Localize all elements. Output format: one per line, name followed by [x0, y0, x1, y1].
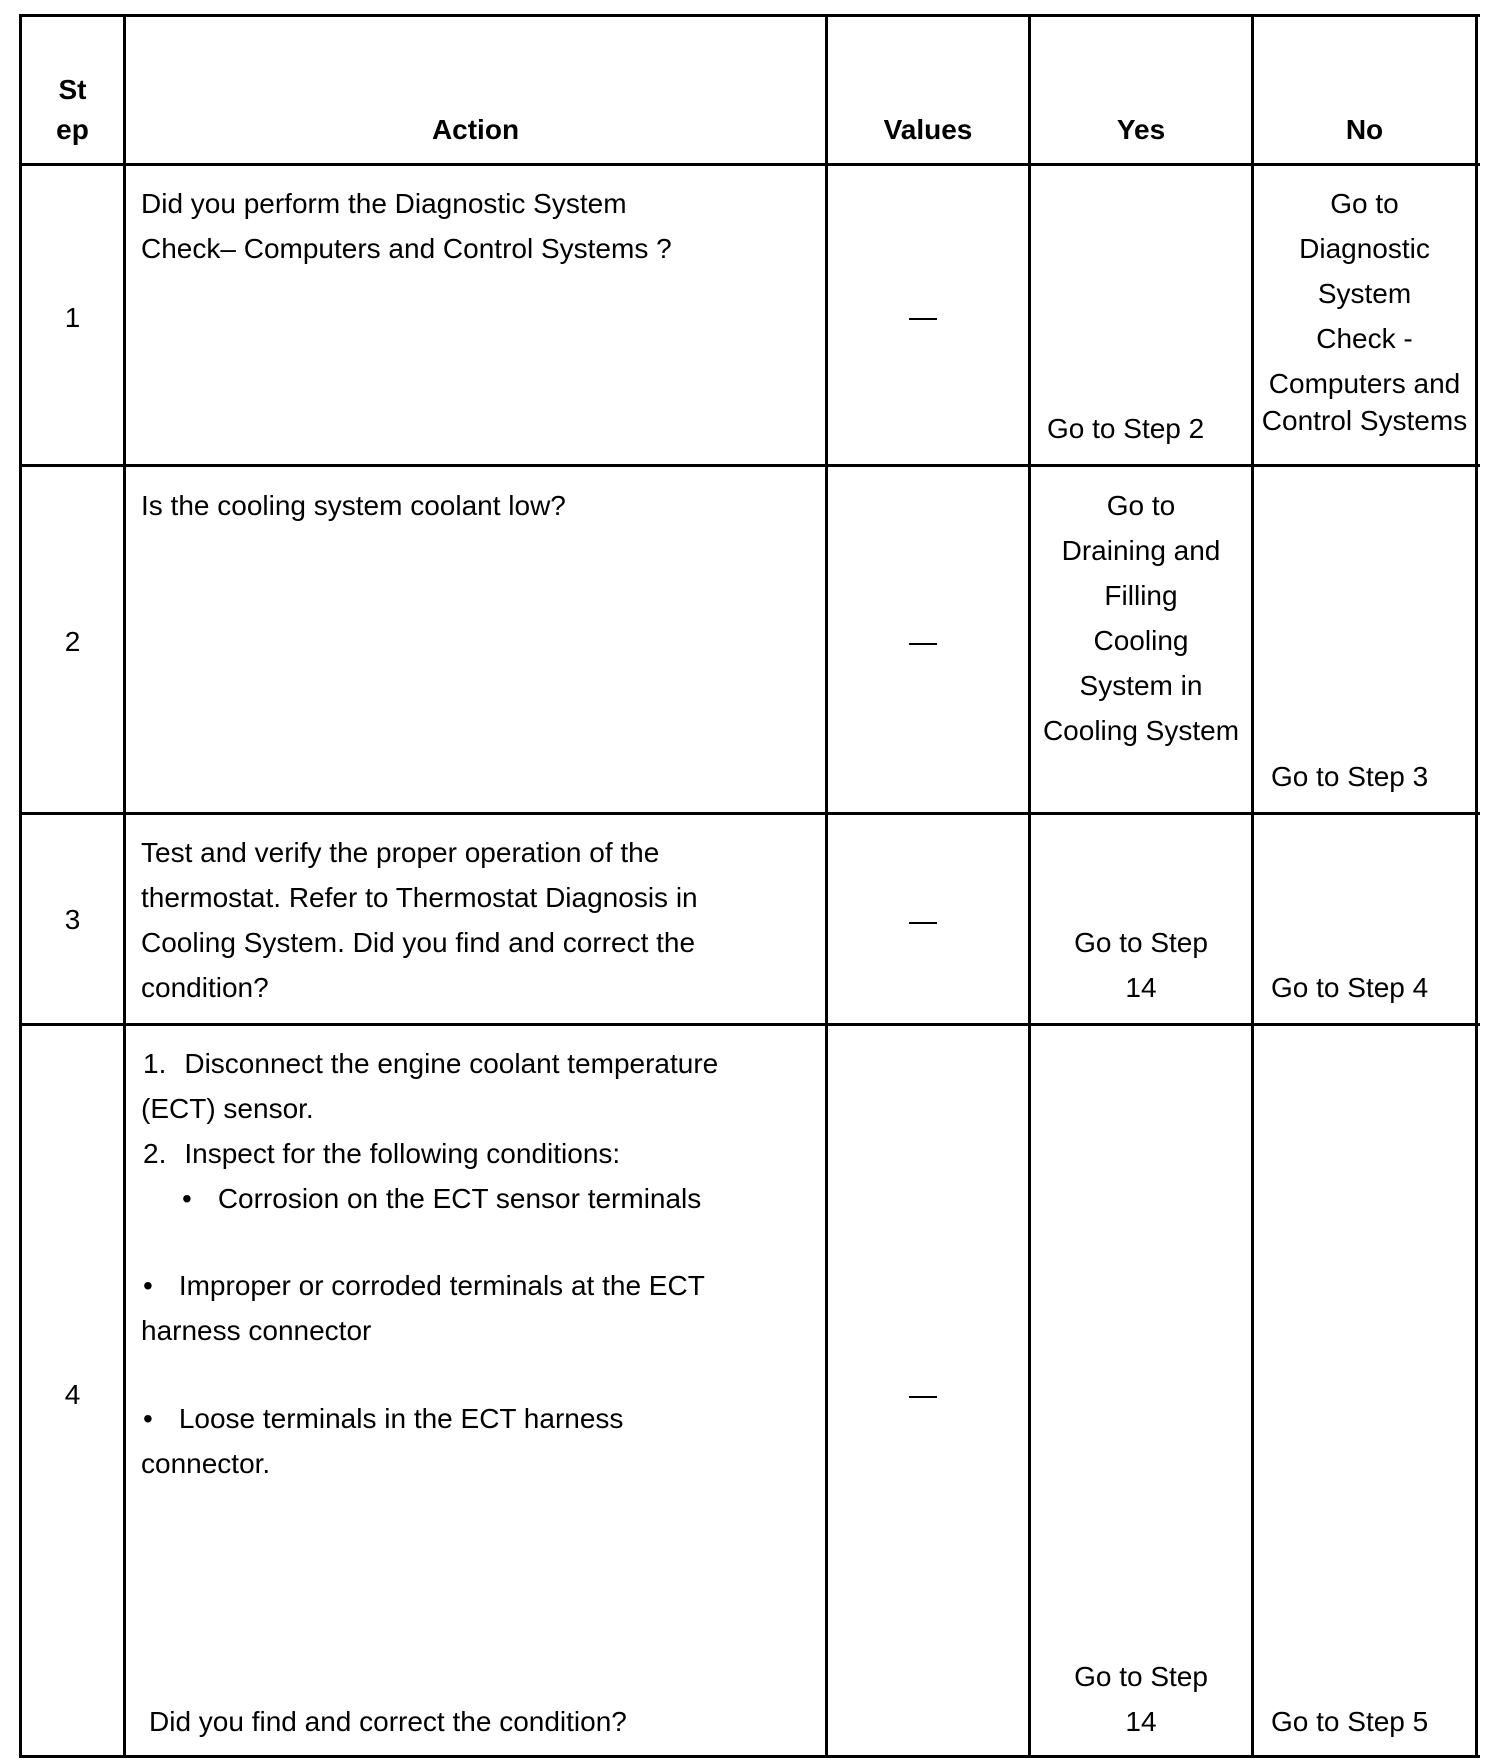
- header-step-line2: ep: [56, 114, 89, 145]
- row1-no-line: System: [1317, 278, 1412, 309]
- header-yes: Yes: [1116, 114, 1166, 145]
- row1-no-line: Control Systems: [1261, 405, 1468, 436]
- row4-yes-line: Go to Step: [1074, 1661, 1208, 1692]
- row2-step: 2: [64, 626, 81, 657]
- row3-action-line: Test and verify the proper operation of the: [141, 837, 660, 868]
- row3-action-line: condition?: [141, 972, 269, 1003]
- row2-value: [908, 620, 936, 665]
- row2-yes-line: Draining and: [1061, 535, 1221, 566]
- header-values: Values: [883, 114, 973, 145]
- row2-yes-line: Go to: [1106, 490, 1176, 521]
- row2-yes-line: Filling: [1104, 580, 1178, 611]
- row4-action-cont: (ECT) sensor.: [141, 1093, 314, 1124]
- row2-no: Go to Step 3: [1271, 761, 1429, 792]
- header-divider: [19, 163, 1480, 166]
- row3-yes: [1031, 920, 1251, 1010]
- bullet: •: [143, 1270, 153, 1301]
- row3-action-line: Cooling System. Did you find and correct the: [141, 927, 696, 958]
- row4-action-bullet: [143, 1263, 705, 1308]
- table-border-bottom: [19, 1755, 1480, 1758]
- row2-action: Is the cooling system coolant low?: [141, 490, 566, 521]
- row4-action-bullet: [182, 1176, 701, 1221]
- row4-action-cont: connector.: [141, 1448, 271, 1479]
- row1-no-line: Computers and: [1268, 368, 1461, 399]
- row2-yes: [1031, 483, 1251, 753]
- row4-step: 4: [64, 1379, 81, 1410]
- list-text: Corrosion on the ECT sensor terminals: [217, 1183, 702, 1214]
- list-text: Disconnect the engine coolant temperature: [184, 1048, 719, 1079]
- row3-yes-line: 14: [1125, 972, 1157, 1003]
- list-number: 2.: [143, 1138, 167, 1169]
- row4-yes-line: 14: [1125, 1706, 1157, 1737]
- row4-value: [908, 1373, 936, 1418]
- row4-action-item: [143, 1131, 620, 1176]
- row-divider-2: [19, 812, 1480, 815]
- list-text: Loose terminals in the ECT harness: [178, 1403, 624, 1434]
- row1-value: [908, 295, 936, 340]
- row4-no: Go to Step 5: [1271, 1706, 1429, 1737]
- column-divider-values: [1028, 14, 1031, 1758]
- row3-step: 3: [64, 904, 81, 935]
- list-text: Improper or corroded terminals at the ECT: [178, 1270, 705, 1301]
- column-divider-step: [123, 14, 126, 1758]
- list-text: Inspect for the following conditions:: [184, 1138, 621, 1169]
- row1-action: [141, 181, 672, 271]
- column-divider-action: [825, 14, 828, 1758]
- row3-no: Go to Step 4: [1271, 972, 1429, 1003]
- row2-yes-line: Cooling System: [1042, 715, 1240, 746]
- row4-action-cont: harness connector: [141, 1315, 372, 1346]
- row3-yes-line: Go to Step: [1074, 927, 1208, 958]
- column-divider-left: [19, 14, 22, 1758]
- row1-yes: Go to Step 2: [1047, 413, 1205, 444]
- header-step-line1: St: [58, 74, 87, 105]
- header-no: No: [1345, 114, 1384, 145]
- row4-action-item: [143, 1041, 718, 1086]
- row3-action-line: thermostat. Refer to Thermostat Diagnosis in: [141, 882, 698, 913]
- row1-action-line: Check– Computers and Control Systems ?: [141, 233, 672, 264]
- header-step: [22, 70, 123, 150]
- row1-no: [1254, 181, 1475, 443]
- row1-step: 1: [64, 302, 81, 333]
- bullet: •: [143, 1403, 153, 1434]
- list-number: 1.: [143, 1048, 167, 1079]
- row1-no-line: Go to: [1330, 188, 1399, 219]
- row2-yes-line: Cooling: [1093, 625, 1189, 656]
- row4-action-bullet: [143, 1396, 623, 1441]
- row4-yes: [1031, 1654, 1251, 1744]
- table-border-top: [19, 14, 1480, 17]
- row4-action-question: Did you find and correct the condition?: [149, 1706, 627, 1737]
- row1-no-line: Check -: [1316, 323, 1413, 354]
- header-action: Action: [431, 114, 520, 145]
- row2-yes-line: System in: [1079, 670, 1203, 701]
- bullet: •: [182, 1183, 192, 1214]
- row1-action-line: Did you perform the Diagnostic System: [141, 188, 627, 219]
- row3-value: [908, 899, 936, 944]
- row-divider-1: [19, 464, 1480, 467]
- row3-action: [141, 830, 698, 1010]
- row1-no-line: Diagnostic: [1299, 233, 1430, 264]
- row-divider-3: [19, 1023, 1480, 1026]
- column-divider-right: [1475, 14, 1478, 1758]
